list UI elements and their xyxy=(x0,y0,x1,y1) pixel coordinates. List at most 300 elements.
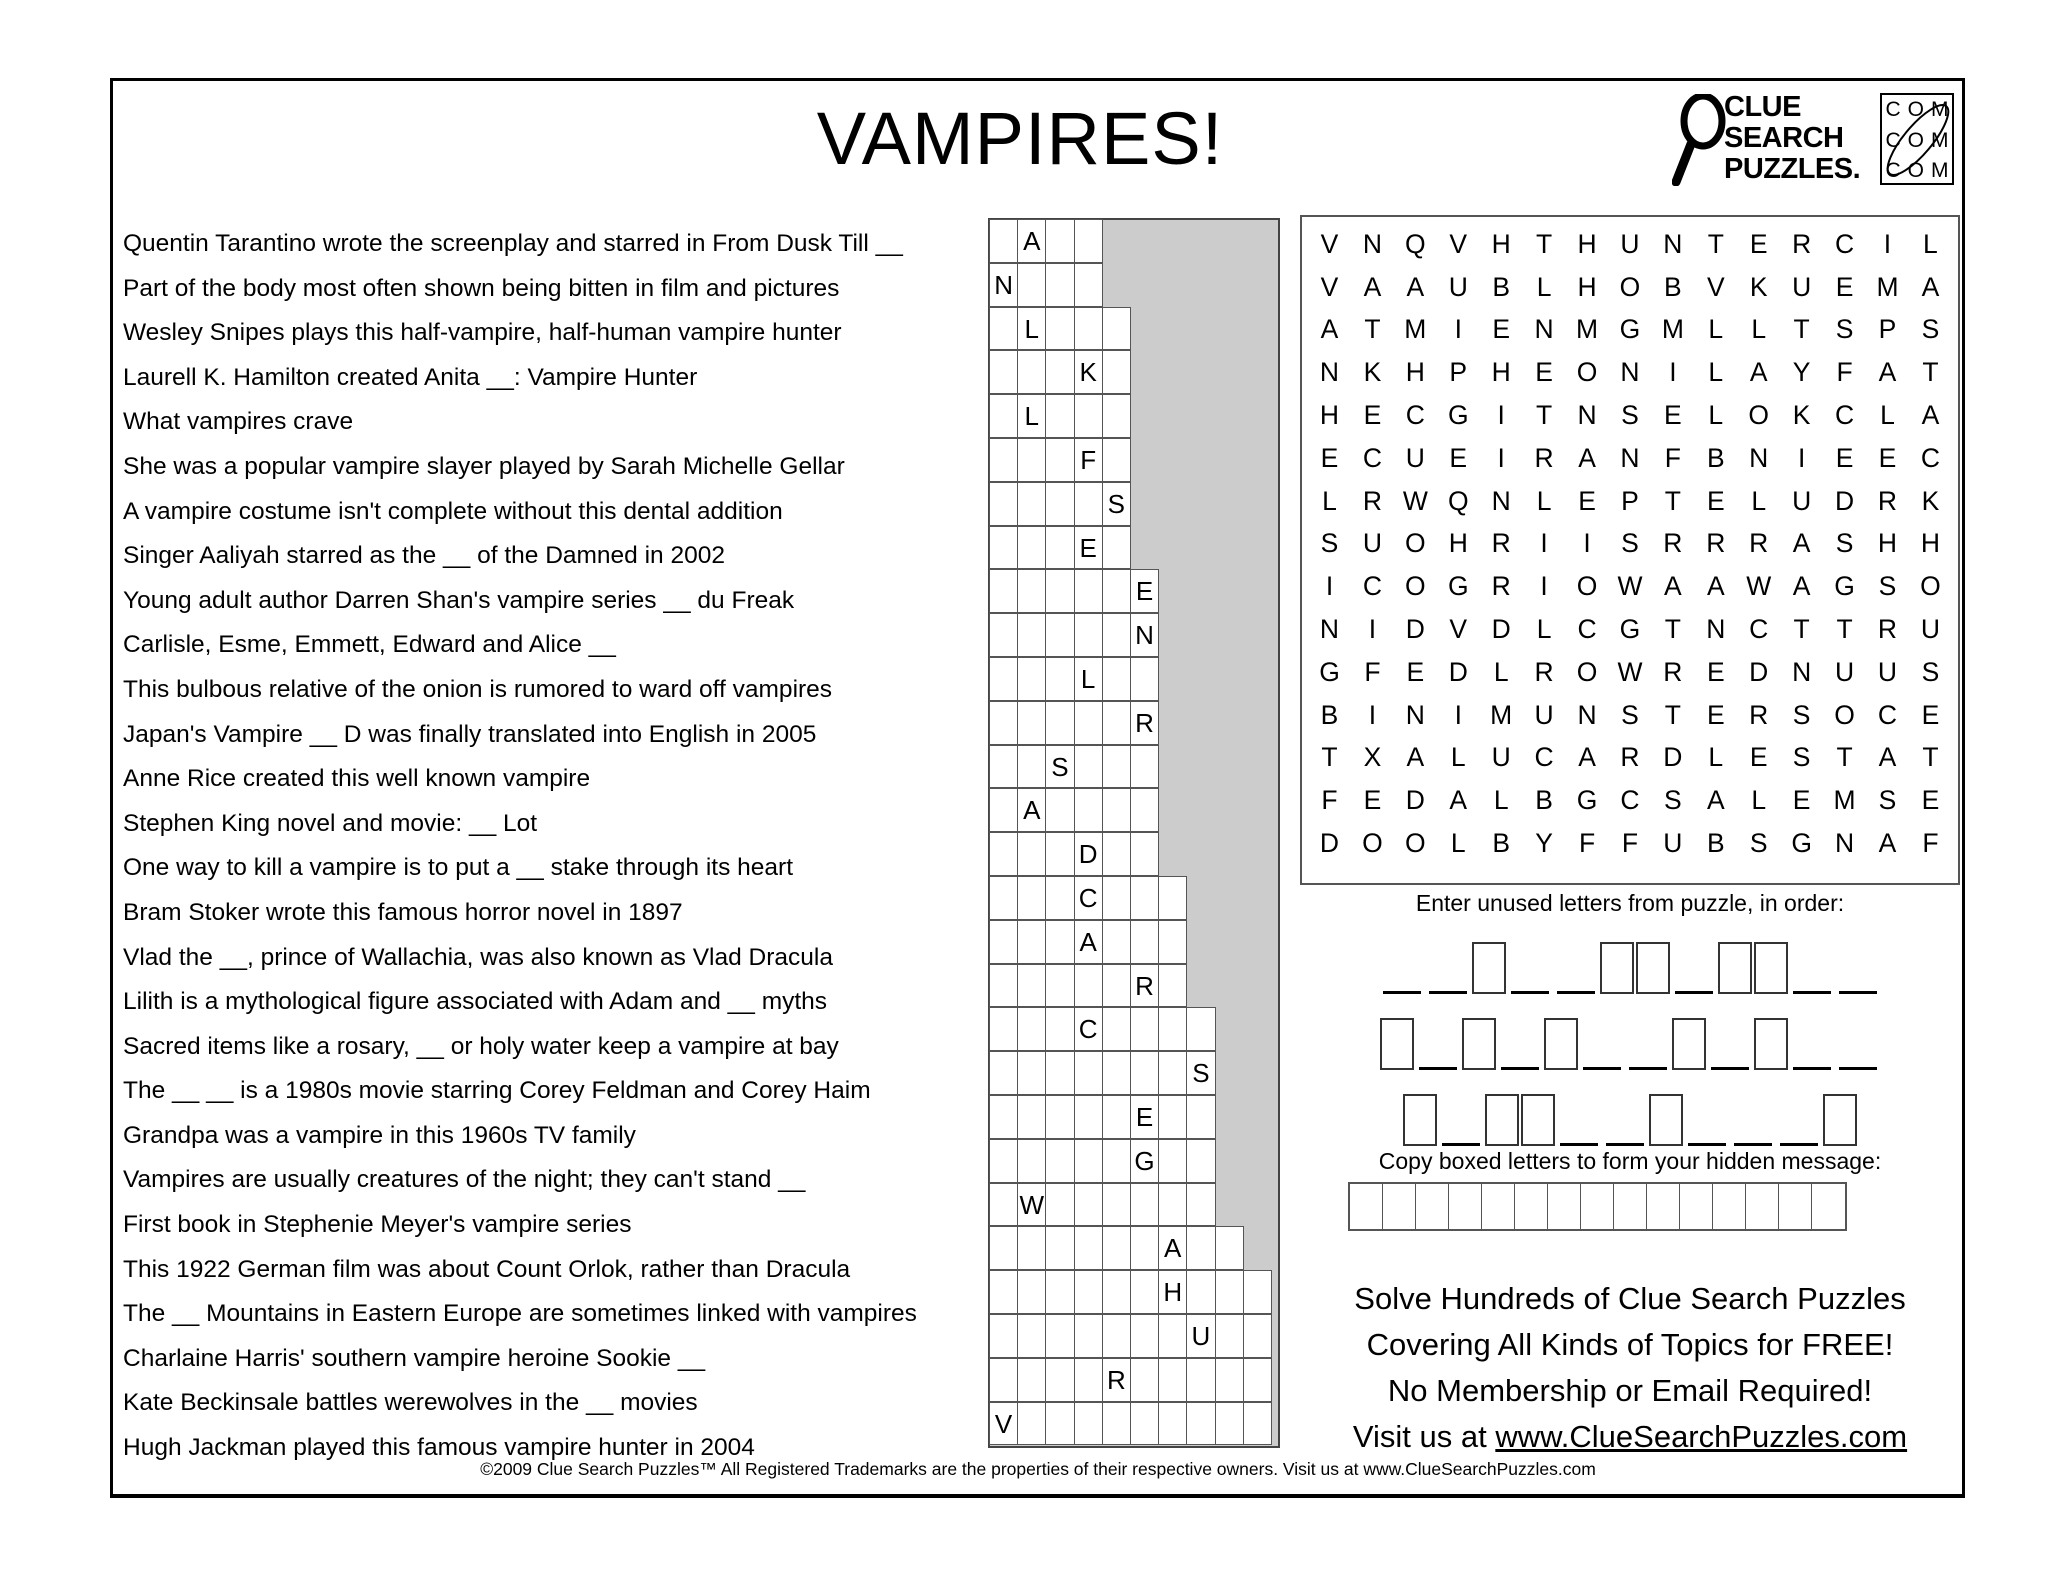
answer-grid-cell[interactable]: N xyxy=(989,263,1018,307)
answer-grid-cell[interactable] xyxy=(1102,394,1131,438)
word-search-letter[interactable]: A xyxy=(1578,442,1596,473)
answer-grid-cell[interactable]: A xyxy=(1158,1226,1187,1270)
answer-grid-cell[interactable]: R xyxy=(1130,701,1159,745)
word-search-letter[interactable]: O xyxy=(1748,400,1770,431)
hidden-message-cell[interactable] xyxy=(1383,1184,1416,1229)
word-search-letter[interactable]: E xyxy=(1706,699,1725,730)
word-search-letter[interactable]: L xyxy=(1708,314,1724,345)
answer-grid-cell[interactable] xyxy=(1102,832,1131,876)
word-search-letter[interactable]: U xyxy=(1491,742,1511,773)
word-search-letter[interactable]: F xyxy=(1364,656,1381,687)
answer-grid-cell[interactable]: S xyxy=(1045,745,1074,789)
answer-grid-cell[interactable] xyxy=(1186,1358,1215,1402)
word-search-letter[interactable]: A xyxy=(1878,742,1897,773)
word-search-letter[interactable]: K xyxy=(1749,271,1768,302)
word-search-letter[interactable]: M xyxy=(1575,314,1599,345)
answer-grid-cell[interactable] xyxy=(1017,701,1046,745)
word-search-letter[interactable]: E xyxy=(1749,742,1768,773)
unused-letter-blank[interactable] xyxy=(1839,985,1877,994)
word-search-letter[interactable]: L xyxy=(1493,656,1509,687)
unused-letter-box[interactable] xyxy=(1485,1094,1519,1146)
answer-grid-cell[interactable] xyxy=(1158,1358,1187,1402)
unused-letters-lines[interactable] xyxy=(1300,918,1960,1146)
answer-grid-cell[interactable] xyxy=(1102,701,1131,745)
answer-grid-cell[interactable] xyxy=(989,657,1018,701)
answer-grid-cell[interactable] xyxy=(1215,1314,1244,1358)
answer-grid-cell[interactable] xyxy=(1074,307,1103,351)
answer-grid-cell[interactable] xyxy=(989,482,1018,526)
answer-grid-cell[interactable] xyxy=(1045,1358,1074,1402)
word-search-letter[interactable]: F xyxy=(1836,357,1853,388)
word-search-letter[interactable]: G xyxy=(1447,571,1469,602)
answer-grid-cell[interactable] xyxy=(1130,920,1159,964)
word-search-letter[interactable]: S xyxy=(1835,528,1854,559)
unused-letter-blank[interactable] xyxy=(1606,1137,1644,1146)
answer-grid-cell[interactable] xyxy=(1017,1402,1046,1446)
answer-grid-cell[interactable]: E xyxy=(1130,569,1159,613)
word-search-letter[interactable]: D xyxy=(1405,785,1425,816)
word-search-letter[interactable]: G xyxy=(1447,400,1469,431)
word-search-letter[interactable]: C xyxy=(1834,400,1855,431)
word-search-letter[interactable]: N xyxy=(1362,228,1382,259)
answer-grid-cell[interactable]: L xyxy=(1017,394,1046,438)
word-search-letter[interactable]: M xyxy=(1661,314,1684,345)
word-search-letter[interactable]: I xyxy=(1368,614,1377,645)
answer-grid-cell[interactable] xyxy=(1215,1226,1244,1270)
answer-grid-cell[interactable] xyxy=(1130,832,1159,876)
answer-grid-cell[interactable] xyxy=(1045,569,1074,613)
word-search-letter[interactable]: H xyxy=(1405,357,1425,388)
answer-grid-cell[interactable] xyxy=(989,438,1018,482)
hidden-message-cell[interactable] xyxy=(1515,1184,1548,1229)
word-search-letter[interactable]: I xyxy=(1497,442,1505,473)
answer-grid-cell[interactable] xyxy=(1017,569,1046,613)
answer-grid-cell[interactable] xyxy=(1102,438,1131,482)
answer-grid-cell[interactable] xyxy=(1158,1051,1187,1095)
word-search-letter[interactable]: U xyxy=(1448,271,1468,302)
answer-grid-cell[interactable] xyxy=(989,876,1018,920)
answer-grid-cell[interactable] xyxy=(1074,1270,1103,1314)
answer-grid-cell[interactable] xyxy=(1102,526,1131,570)
word-search-letter[interactable]: A xyxy=(1878,357,1897,388)
word-search-letter[interactable]: H xyxy=(1319,400,1340,431)
answer-grid-cell[interactable] xyxy=(1130,1183,1159,1227)
answer-grid-cell[interactable] xyxy=(1017,657,1046,701)
word-search-letter[interactable]: S xyxy=(1320,528,1339,559)
word-search-letter[interactable]: L xyxy=(1751,785,1767,816)
answer-grid-cell[interactable] xyxy=(1186,1226,1215,1270)
unused-letter-blank[interactable] xyxy=(1629,1061,1667,1070)
answer-grid-cell[interactable] xyxy=(1102,1095,1131,1139)
hidden-message-cell[interactable] xyxy=(1350,1184,1383,1229)
word-search-letter[interactable]: S xyxy=(1621,528,1639,559)
answer-grid-cell[interactable]: F xyxy=(1074,438,1103,482)
answer-grid-cell[interactable] xyxy=(1074,1358,1103,1402)
word-search-letter[interactable]: C xyxy=(1877,699,1898,730)
word-search-letter[interactable]: C xyxy=(1534,742,1554,773)
word-search-letter[interactable]: U xyxy=(1920,614,1940,645)
answer-grid-cell[interactable] xyxy=(1017,876,1046,920)
answer-grid-cell[interactable] xyxy=(1017,438,1046,482)
answer-grid-cell[interactable] xyxy=(1017,920,1046,964)
answer-grid-cell[interactable] xyxy=(1243,1358,1272,1402)
word-search-letter[interactable]: E xyxy=(1878,442,1897,473)
word-search-letter[interactable]: L xyxy=(1536,614,1552,645)
answer-grid-cell[interactable] xyxy=(1186,1270,1215,1314)
answer-grid-cell[interactable] xyxy=(1045,832,1074,876)
word-search-letter[interactable]: V xyxy=(1320,228,1339,259)
answer-grid-cell[interactable] xyxy=(1074,1139,1103,1183)
word-search-letter[interactable]: C xyxy=(1620,785,1640,816)
word-search-letter[interactable]: N xyxy=(1620,357,1640,388)
answer-grid-cell[interactable] xyxy=(1045,1051,1074,1095)
word-search-letter[interactable]: A xyxy=(1449,785,1468,816)
word-search-letter[interactable]: I xyxy=(1797,442,1806,473)
answer-grid-cell[interactable] xyxy=(1158,1139,1187,1183)
answer-grid-cell[interactable] xyxy=(1017,1358,1046,1402)
answer-grid-cell[interactable]: D xyxy=(1074,832,1103,876)
word-search-letter[interactable]: L xyxy=(1751,314,1767,345)
promo-visit-url[interactable]: www.ClueSearchPuzzles.com xyxy=(1495,1419,1908,1454)
hidden-message-cell[interactable] xyxy=(1713,1184,1746,1229)
word-search-letter[interactable]: N xyxy=(1620,442,1640,473)
word-search-letter[interactable]: F xyxy=(1664,442,1681,473)
hidden-message-cell[interactable] xyxy=(1746,1184,1779,1229)
answer-grid-cell[interactable] xyxy=(1243,1270,1272,1314)
answer-grid-cell[interactable]: E xyxy=(1130,1095,1159,1139)
hidden-message-cell[interactable] xyxy=(1614,1184,1647,1229)
answer-grid-cell[interactable] xyxy=(989,920,1018,964)
answer-grid-cell[interactable] xyxy=(1074,1314,1103,1358)
answer-grid-cell[interactable] xyxy=(1130,745,1159,789)
word-search-letter[interactable]: E xyxy=(1363,400,1382,431)
word-search-letter[interactable]: T xyxy=(1364,314,1381,345)
word-search-letter[interactable]: R xyxy=(1663,528,1683,559)
unused-letter-blank[interactable] xyxy=(1511,985,1549,994)
answer-grid-cell[interactable] xyxy=(1074,1402,1103,1446)
word-search-letter[interactable]: S xyxy=(1921,656,1940,687)
hidden-message-cell[interactable] xyxy=(1680,1184,1713,1229)
answer-grid-cell[interactable] xyxy=(1045,394,1074,438)
word-search-letter[interactable]: B xyxy=(1492,271,1511,302)
answer-grid-cell[interactable] xyxy=(1158,1183,1187,1227)
answer-grid-cell[interactable] xyxy=(989,569,1018,613)
answer-grid-cell[interactable] xyxy=(1102,1226,1131,1270)
answer-grid-cell[interactable] xyxy=(1130,1007,1159,1051)
answer-grid-cell[interactable] xyxy=(1017,1314,1046,1358)
word-search-letter[interactable]: O xyxy=(1576,357,1598,388)
word-search-letter[interactable]: Q xyxy=(1405,228,1426,259)
word-search-letter[interactable]: H xyxy=(1577,228,1597,259)
word-search-grid[interactable] xyxy=(1300,215,1960,885)
word-search-letter[interactable]: I xyxy=(1454,699,1462,730)
word-search-letter[interactable]: B xyxy=(1706,828,1725,859)
answer-grid-cell[interactable] xyxy=(1074,263,1103,307)
answer-grid-cell[interactable] xyxy=(1102,1314,1131,1358)
word-search-letter[interactable]: N xyxy=(1319,614,1340,645)
answer-grid-cell[interactable]: R xyxy=(1102,1358,1131,1402)
word-search-letter[interactable]: I xyxy=(1669,357,1677,388)
word-search-letter[interactable]: O xyxy=(1405,571,1426,602)
answer-grid-cell[interactable] xyxy=(1102,1270,1131,1314)
answer-grid-cell[interactable]: S xyxy=(1186,1051,1215,1095)
word-search-letter[interactable]: A xyxy=(1749,357,1768,388)
word-search-letter[interactable]: S xyxy=(1878,785,1897,816)
word-search-letter[interactable]: B xyxy=(1706,442,1725,473)
unused-letter-blank[interactable] xyxy=(1501,1061,1539,1070)
word-search-letter[interactable]: U xyxy=(1663,828,1683,859)
word-search-letter[interactable]: H xyxy=(1577,271,1597,302)
answer-grid-cell[interactable] xyxy=(989,1226,1018,1270)
answer-grid-cell[interactable] xyxy=(1045,613,1074,657)
word-search-letter[interactable]: F xyxy=(1922,828,1939,859)
word-search-letter[interactable]: A xyxy=(1664,571,1682,602)
answer-grid-cell[interactable] xyxy=(1186,1095,1215,1139)
answer-grid-cell[interactable] xyxy=(1158,1095,1187,1139)
answer-grid-cell[interactable] xyxy=(989,832,1018,876)
word-search-letter[interactable]: R xyxy=(1534,656,1554,687)
answer-grid-cell[interactable] xyxy=(989,307,1018,351)
answer-grid-cell[interactable]: C xyxy=(1074,1007,1103,1051)
word-search-letter[interactable]: Y xyxy=(1535,828,1553,859)
word-search-letter[interactable]: L xyxy=(1322,485,1337,516)
answer-grid-cell[interactable] xyxy=(1130,876,1159,920)
word-search-letter[interactable]: G xyxy=(1619,314,1641,345)
answer-grid-cell[interactable] xyxy=(1017,263,1046,307)
word-search-letter[interactable]: H xyxy=(1920,528,1940,559)
unused-letter-blank[interactable] xyxy=(1583,1061,1621,1070)
answer-grid-cell[interactable] xyxy=(1045,219,1074,263)
word-search-letter[interactable]: U xyxy=(1362,528,1382,559)
word-search-letter[interactable]: E xyxy=(1320,442,1339,473)
word-search-letter[interactable]: D xyxy=(1405,614,1425,645)
answer-grid-cell[interactable] xyxy=(1130,1051,1159,1095)
answer-grid-cell[interactable] xyxy=(1045,964,1074,1008)
unused-letter-box[interactable] xyxy=(1462,1018,1496,1070)
word-search-letter[interactable]: R xyxy=(1491,571,1511,602)
answer-grid-cell[interactable] xyxy=(1045,1007,1074,1051)
unused-letter-box[interactable] xyxy=(1718,942,1752,994)
unused-letter-blank[interactable] xyxy=(1560,1137,1598,1146)
unused-letter-box[interactable] xyxy=(1649,1094,1683,1146)
answer-grid-cell[interactable] xyxy=(989,1358,1018,1402)
word-search-letter[interactable]: E xyxy=(1792,785,1811,816)
hidden-message-cell[interactable] xyxy=(1416,1184,1449,1229)
answer-grid-cell[interactable]: W xyxy=(1017,1183,1046,1227)
word-search-letter[interactable]: T xyxy=(1536,228,1553,259)
answer-grid-cell[interactable] xyxy=(989,788,1018,832)
word-search-letter[interactable]: A xyxy=(1706,571,1725,602)
word-search-letter[interactable]: A xyxy=(1363,271,1382,302)
word-search-letter[interactable]: E xyxy=(1921,699,1940,730)
answer-grid-cell[interactable] xyxy=(1045,701,1074,745)
answer-grid-cell[interactable] xyxy=(1074,701,1103,745)
word-search-letter[interactable]: R xyxy=(1877,485,1898,516)
word-search-letter[interactable]: R xyxy=(1877,614,1898,645)
word-search-letter[interactable]: N xyxy=(1663,228,1683,259)
unused-letter-box[interactable] xyxy=(1672,1018,1706,1070)
word-search-letter[interactable]: I xyxy=(1368,699,1377,730)
answer-grid-cell[interactable] xyxy=(1102,745,1131,789)
word-search-letter[interactable]: R xyxy=(1792,228,1812,259)
answer-grid-cell[interactable] xyxy=(1102,1051,1131,1095)
answer-grid-cell[interactable] xyxy=(1130,1402,1159,1446)
word-search-letter[interactable]: F xyxy=(1321,785,1338,816)
answer-grid-cell[interactable]: S xyxy=(1102,482,1131,526)
answer-grid-cell[interactable] xyxy=(1074,613,1103,657)
unused-letter-blank[interactable] xyxy=(1419,1061,1457,1070)
answer-grid-cell[interactable] xyxy=(1017,526,1046,570)
answer-grid-cell[interactable]: E xyxy=(1074,526,1103,570)
answer-grid-cell[interactable] xyxy=(1045,1226,1074,1270)
unused-letter-box[interactable] xyxy=(1521,1094,1555,1146)
word-search-letter[interactable]: R xyxy=(1749,699,1769,730)
answer-grid-cell[interactable] xyxy=(1045,482,1074,526)
word-search-letter[interactable]: O xyxy=(1362,828,1383,859)
unused-letter-blank[interactable] xyxy=(1711,1061,1749,1070)
answer-grid-cell[interactable] xyxy=(1130,1314,1159,1358)
word-search-letter[interactable]: Y xyxy=(1792,357,1811,388)
answer-grid-cell[interactable] xyxy=(1158,1402,1187,1446)
word-search-letter[interactable]: W xyxy=(1402,485,1428,516)
unused-letter-box[interactable] xyxy=(1472,942,1506,994)
word-search-letter[interactable]: P xyxy=(1878,314,1897,345)
word-search-letter[interactable]: S xyxy=(1749,828,1768,859)
answer-grid-cell[interactable] xyxy=(989,350,1018,394)
word-search-letter[interactable]: L xyxy=(1450,828,1466,859)
answer-grid-cell[interactable] xyxy=(1017,1139,1046,1183)
word-search-letter[interactable]: L xyxy=(1536,485,1552,516)
word-search-letter[interactable]: O xyxy=(1834,699,1855,730)
answer-grid-cell[interactable] xyxy=(1215,1402,1244,1446)
word-search-letter[interactable]: U xyxy=(1405,442,1425,473)
word-search-letter[interactable]: T xyxy=(1922,357,1939,388)
answer-grid-cell[interactable] xyxy=(1074,1183,1103,1227)
unused-letter-blank[interactable] xyxy=(1675,985,1713,994)
word-search-letter[interactable]: E xyxy=(1664,400,1682,431)
word-search-letter[interactable]: A xyxy=(1406,742,1425,773)
word-search-letter[interactable]: R xyxy=(1362,485,1382,516)
word-search-letter[interactable]: T xyxy=(1536,400,1553,431)
answer-grid-cell[interactable] xyxy=(989,1270,1018,1314)
word-search-letter[interactable]: T xyxy=(1664,614,1681,645)
answer-grid-cell[interactable] xyxy=(1102,876,1131,920)
word-search-letter[interactable]: C xyxy=(1362,571,1382,602)
answer-grid-cell[interactable] xyxy=(989,745,1018,789)
word-search-letter[interactable]: I xyxy=(1454,314,1462,345)
unused-letter-box[interactable] xyxy=(1754,942,1788,994)
word-search-letter[interactable]: N xyxy=(1834,828,1855,859)
word-search-letter[interactable]: O xyxy=(1576,571,1598,602)
unused-letter-blank[interactable] xyxy=(1442,1137,1480,1146)
answer-grid-cell[interactable] xyxy=(1243,1402,1272,1446)
word-search-letter[interactable]: S xyxy=(1921,314,1940,345)
unused-letter-box[interactable] xyxy=(1380,1018,1414,1070)
answer-grid-cell[interactable] xyxy=(1074,482,1103,526)
answer-grid-cell[interactable] xyxy=(1017,1226,1046,1270)
word-search-letter[interactable]: I xyxy=(1583,528,1591,559)
answer-grid-cell[interactable] xyxy=(1074,1051,1103,1095)
unused-letter-blank[interactable] xyxy=(1429,985,1467,994)
word-search-letter[interactable]: S xyxy=(1792,742,1811,773)
word-search-letter[interactable]: V xyxy=(1449,614,1468,645)
word-search-letter[interactable]: E xyxy=(1449,442,1468,473)
word-search-letter[interactable]: W xyxy=(1617,656,1643,687)
word-search-letter[interactable]: N xyxy=(1749,442,1769,473)
answer-grid-cell[interactable]: C xyxy=(1074,876,1103,920)
word-search-letter[interactable]: L xyxy=(1708,400,1724,431)
hidden-message-cell[interactable] xyxy=(1779,1184,1812,1229)
word-search-letter[interactable]: E xyxy=(1749,228,1768,259)
unused-letter-box[interactable] xyxy=(1823,1094,1857,1146)
answer-grid-cell[interactable] xyxy=(1130,1358,1159,1402)
answer-grid[interactable] xyxy=(988,218,1280,1448)
answer-grid-cell[interactable] xyxy=(989,526,1018,570)
unused-letter-blank[interactable] xyxy=(1557,985,1595,994)
answer-grid-cell[interactable] xyxy=(1130,1270,1159,1314)
word-search-letter[interactable]: M xyxy=(1876,271,1899,302)
word-search-letter[interactable]: U xyxy=(1834,656,1855,687)
word-search-letter[interactable]: H xyxy=(1491,357,1511,388)
answer-grid-cell[interactable] xyxy=(1074,964,1103,1008)
hidden-message-cell[interactable] xyxy=(1548,1184,1581,1229)
answer-grid-cell[interactable] xyxy=(1045,1139,1074,1183)
word-search-letter[interactable]: D xyxy=(1491,614,1511,645)
answer-grid-cell[interactable] xyxy=(1158,964,1187,1008)
answer-grid-cell[interactable] xyxy=(1102,788,1131,832)
word-search-letter[interactable]: O xyxy=(1405,528,1426,559)
unused-letter-blank[interactable] xyxy=(1734,1137,1772,1146)
answer-grid-cell[interactable] xyxy=(1158,1007,1187,1051)
answer-grid-cell[interactable] xyxy=(989,219,1018,263)
word-search-letter[interactable]: A xyxy=(1921,400,1940,431)
answer-grid-cell[interactable] xyxy=(1017,482,1046,526)
word-search-letter[interactable]: R xyxy=(1706,528,1726,559)
word-search-letter[interactable]: T xyxy=(1922,742,1939,773)
answer-grid-cell[interactable] xyxy=(1158,876,1187,920)
answer-grid-cell[interactable]: K xyxy=(1074,350,1103,394)
word-search-letter[interactable]: I xyxy=(1497,400,1505,431)
word-search-letter[interactable]: E xyxy=(1578,485,1596,516)
answer-grid-cell[interactable] xyxy=(989,1183,1018,1227)
answer-grid-cell[interactable] xyxy=(1074,219,1103,263)
word-search-letter[interactable]: S xyxy=(1621,400,1639,431)
answer-grid-cell[interactable] xyxy=(1045,307,1074,351)
word-search-letter[interactable]: E xyxy=(1406,656,1425,687)
answer-grid-cell[interactable] xyxy=(1017,1270,1046,1314)
word-search-letter[interactable]: A xyxy=(1406,271,1425,302)
unused-letter-box[interactable] xyxy=(1544,1018,1578,1070)
word-search-letter[interactable]: R xyxy=(1749,528,1769,559)
answer-grid-cell[interactable] xyxy=(1102,1402,1131,1446)
word-search-letter[interactable]: A xyxy=(1878,828,1897,859)
answer-grid-cell[interactable] xyxy=(1102,613,1131,657)
word-search-letter[interactable]: U xyxy=(1877,656,1898,687)
word-search-letter[interactable]: C xyxy=(1577,614,1597,645)
answer-grid-cell[interactable]: G xyxy=(1130,1139,1159,1183)
word-search-letter[interactable]: I xyxy=(1540,571,1548,602)
word-search-letter[interactable]: N xyxy=(1319,357,1340,388)
hidden-message-cell[interactable] xyxy=(1812,1184,1845,1229)
word-search-letter[interactable]: S xyxy=(1664,785,1682,816)
word-search-letter[interactable]: T xyxy=(1793,314,1810,345)
word-search-letter[interactable]: M xyxy=(1490,699,1513,730)
word-search-letter[interactable]: O xyxy=(1576,656,1598,687)
unused-letter-blank[interactable] xyxy=(1688,1137,1726,1146)
word-search-letter[interactable]: C xyxy=(1834,228,1855,259)
answer-grid-cell[interactable] xyxy=(1017,1051,1046,1095)
word-search-letter[interactable]: G xyxy=(1791,828,1812,859)
